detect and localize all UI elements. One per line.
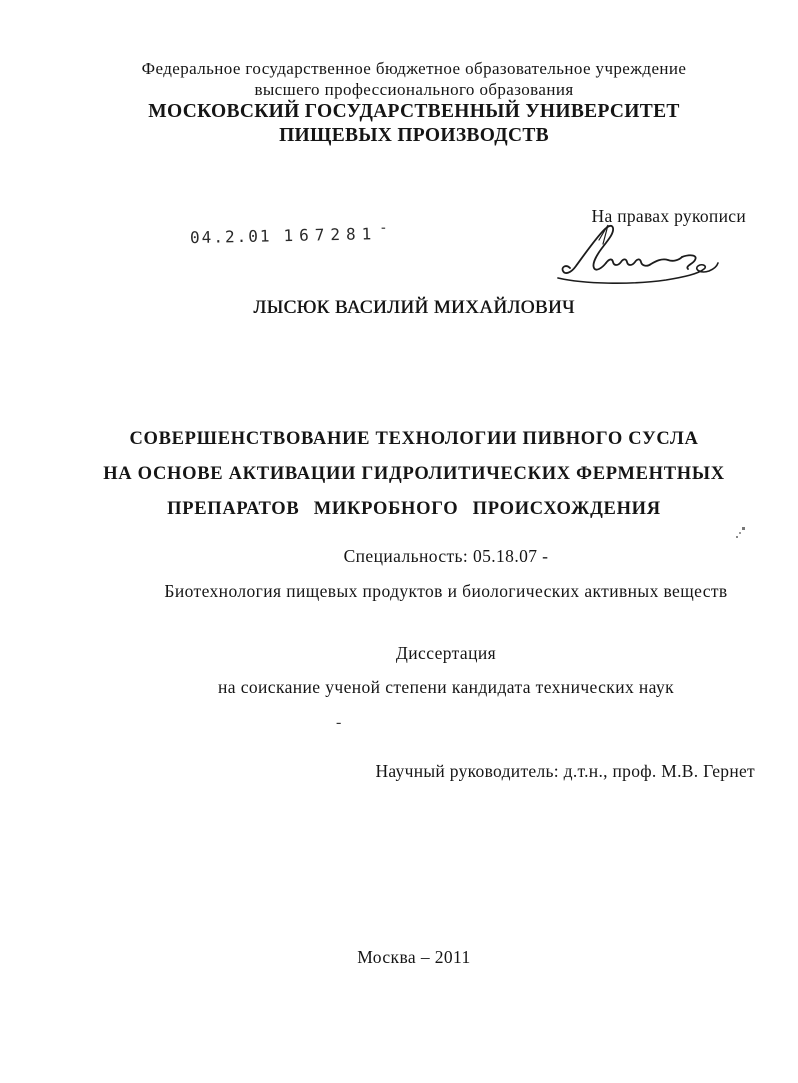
institution-line-2: высшего профессионального образования bbox=[254, 80, 574, 99]
thesis-type: Диссертация bbox=[395, 643, 497, 663]
title-line-1: СОВЕРШЕНСТВОВАНИЕ ТЕХНОЛОГИИ ПИВНОГО СУСЛА bbox=[129, 429, 699, 449]
stamp-accession-number: 167281 bbox=[283, 224, 378, 246]
manuscript-rights-note: На правах рукописи bbox=[591, 206, 746, 226]
thesis-degree: на соискание ученой степени кандидата технических наук bbox=[217, 677, 674, 697]
institution-header bbox=[30, 58, 798, 148]
university-name-line-1: МОСКОВСКИЙ ГОСУДАРСТВЕННЫЙ УНИВЕРСИТЕТ bbox=[148, 101, 680, 122]
scan-speck-mark bbox=[733, 524, 749, 547]
university-name-line-2: ПИЩЕВЫХ ПРОИЗВОДСТВ bbox=[279, 125, 549, 146]
title-line-2: НА ОСНОВЕ АКТИВАЦИИ ГИДРОЛИТИЧЕСКИХ ФЕРМЕНТНЫХ bbox=[103, 464, 725, 484]
stamp-superscript-mark: - bbox=[378, 219, 388, 237]
footer-city-year: Москва – 2011 bbox=[357, 947, 471, 967]
handwritten-signature bbox=[552, 222, 722, 291]
institution-line-1: Федеральное государственное бюджетное образовательное учреждение bbox=[141, 59, 687, 78]
specialty-name: Биотехнология пищевых продуктов и биологических активных веществ bbox=[164, 581, 728, 601]
stamp-date-code: 04.2.01 bbox=[189, 226, 272, 248]
specialty-code: Специальность: 05.18.07 - bbox=[343, 546, 549, 566]
stray-dash-mark: - bbox=[336, 714, 342, 731]
dissertation-title bbox=[30, 422, 798, 527]
library-stamp bbox=[190, 220, 388, 247]
supervisor-line: Научный руководитель: д.т.н., проф. М.В. Гернет bbox=[375, 761, 755, 781]
author-name: ЛЫСЮК ВАСИЛИЙ МИХАЙЛОВИЧ bbox=[253, 297, 575, 318]
title-line-3: ПРЕПАРАТОВ МИКРОБНОГО ПРОИСХОЖДЕНИЯ bbox=[167, 499, 661, 519]
signature-icon bbox=[552, 222, 722, 286]
speck-icon bbox=[733, 524, 749, 542]
